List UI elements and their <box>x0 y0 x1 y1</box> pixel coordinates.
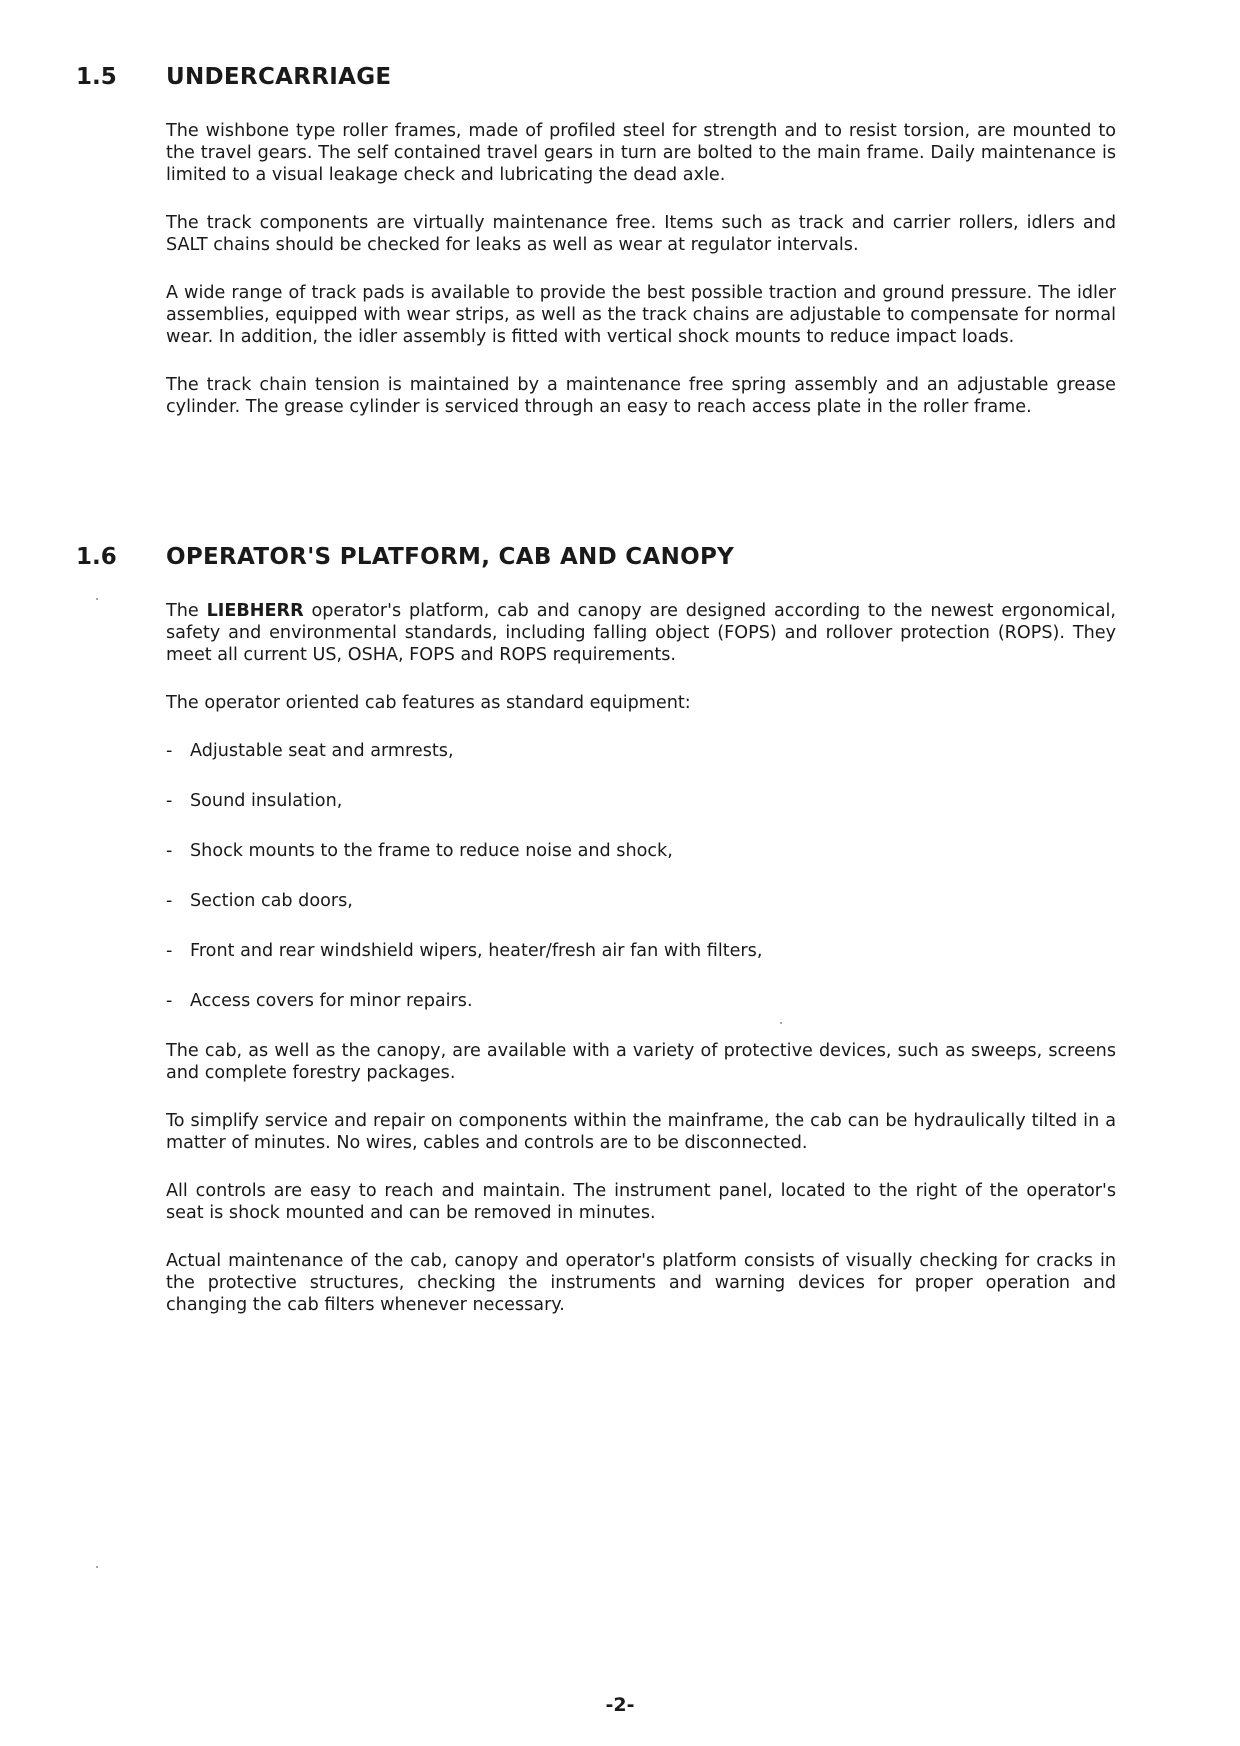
section-number: 1.6 <box>76 544 117 570</box>
list-item <box>166 890 1116 912</box>
bullet-dash: - <box>166 891 173 911</box>
operators-platform-body <box>166 600 1116 1342</box>
page-number: -2- <box>605 1694 635 1716</box>
list-item-text: Sound insulation, <box>190 791 343 811</box>
scan-speck <box>96 1566 98 1568</box>
intro-paragraph <box>166 600 1116 666</box>
scan-speck <box>96 598 98 600</box>
section-number: 1.5 <box>76 64 117 90</box>
paragraph: The track chain tension is maintained by a maintenance free spring assembly and an adjustable grease cylinder. The grease cylinder is serviced through an easy to reach access plate in the roller frame. <box>166 375 1116 417</box>
scan-speck <box>780 1022 782 1024</box>
list-item <box>166 940 1116 962</box>
list-item <box>166 740 1116 762</box>
intro-lead: The <box>166 601 207 621</box>
section-title: UNDERCARRIAGE <box>166 64 392 90</box>
features-list <box>166 740 1116 1012</box>
list-item-text: Access covers for minor repairs. <box>190 991 473 1011</box>
list-item-text: Shock mounts to the frame to reduce noise and shock, <box>190 841 673 861</box>
bullet-dash: - <box>166 991 173 1011</box>
list-intro: The operator oriented cab features as standard equipment: <box>166 693 691 713</box>
paragraph: All controls are easy to reach and maintain. The instrument panel, located to the right of the operator's seat is shock mounted and can be removed in minutes. <box>166 1181 1116 1223</box>
intro-rest: operator's platform, cab and canopy are designed according to the newest ergonomical, safety and environmental standards, including falling object (FOPS) and rollover protection (ROPS). They meet all current US, OSHA, FOPS and ROPS requirements. <box>166 601 1116 665</box>
list-item-text: Front and rear windshield wipers, heater/fresh air fan with filters, <box>190 941 763 961</box>
paragraph: The track components are virtually maintenance free. Items such as track and carrier rollers, idlers and SALT chains should be checked for leaks as well as wear at regulator intervals. <box>166 213 1116 255</box>
brand-name: LIEBHERR <box>206 601 304 621</box>
paragraph: To simplify service and repair on components within the mainframe, the cab can be hydraulically tilted in a matter of minutes. No wires, cables and controls are to be disconnected. <box>166 1111 1116 1153</box>
section-title: OPERATOR'S PLATFORM, CAB AND CANOPY <box>166 544 735 570</box>
paragraph: A wide range of track pads is available to provide the best possible traction and ground pressure. The idler assemblies, equipped with wear strips, as well as the track chains are adjustable to compensate for normal wear. In addition, the idler assembly is fitted with vertical shock mounts to reduce impact loads. <box>166 283 1116 347</box>
bullet-dash: - <box>166 841 173 861</box>
list-item <box>166 790 1116 812</box>
undercarriage-body <box>166 120 1116 444</box>
bullet-dash: - <box>166 941 173 961</box>
paragraph: Actual maintenance of the cab, canopy and operator's platform consists of visually checking for cracks in the protective structures, checking the instruments and warning devices for proper operation and changing the cab filters whenever necessary. <box>166 1251 1116 1315</box>
paragraph: The cab, as well as the canopy, are available with a variety of protective devices, such as sweeps, screens and complete forestry packages. <box>166 1041 1116 1083</box>
bullet-dash: - <box>166 741 173 761</box>
list-item <box>166 840 1116 862</box>
list-item-text: Adjustable seat and armrests, <box>190 741 454 761</box>
list-item-text: Section cab doors, <box>190 891 353 911</box>
paragraph: The wishbone type roller frames, made of profiled steel for strength and to resist torsion, are mounted to the travel gears. The self contained travel gears in turn are bolted to the main frame. Daily maintenance is limited to a visual leakage check and lubricating the dead axle. <box>166 121 1116 185</box>
list-item <box>166 990 1116 1012</box>
bullet-dash: - <box>166 791 173 811</box>
